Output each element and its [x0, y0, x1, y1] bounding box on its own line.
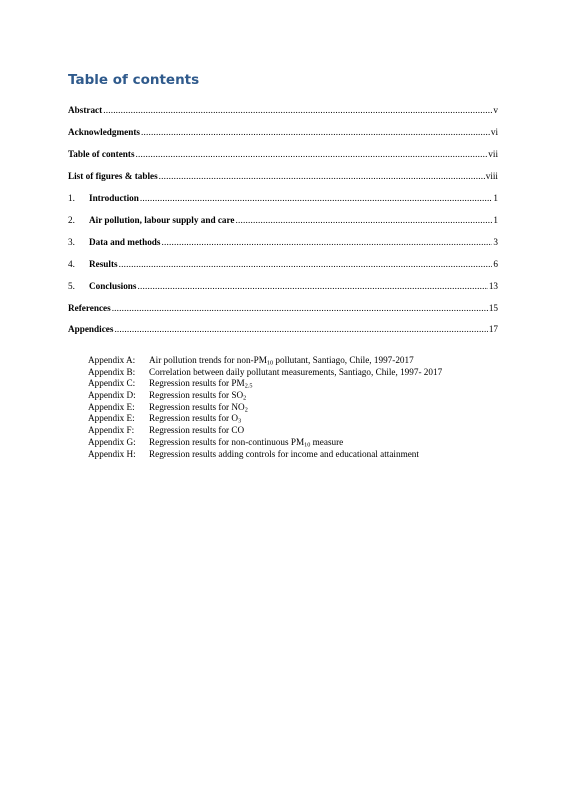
toc-entry-label: References — [68, 303, 111, 313]
dot-leader — [140, 192, 493, 204]
appendix-title: Air pollution trends for non-$PM_{10}$ pollutant, Santiago, Chile, 1997-2017 — [149, 355, 414, 367]
toc-entry-page: 1 — [493, 193, 498, 203]
toc-list — [68, 104, 498, 334]
appendix-title: Regression results adding controls for income and educational attainment — [149, 448, 419, 459]
toc-entry-acknowledgments[interactable] — [68, 126, 498, 138]
toc-entry-list-of-figures[interactable] — [68, 170, 498, 182]
toc-entry-appendices[interactable] — [68, 323, 498, 335]
dot-leader — [103, 104, 492, 116]
toc-entry-number: 5. — [68, 281, 75, 291]
toc-entry-data-and-methods[interactable] — [68, 236, 498, 248]
appendix-item-d[interactable] — [88, 390, 528, 402]
toc-entry-page: vi — [490, 127, 498, 137]
toc-entry-page: v — [493, 105, 498, 115]
appendix-title: Correlation between daily pollutant measurements, Santiago, Chile, 1997- 2017 — [149, 366, 443, 377]
toc-entry-abstract[interactable] — [68, 104, 498, 116]
appendix-item-b[interactable] — [88, 367, 528, 379]
toc-entry-page: 15 — [488, 303, 498, 313]
appendix-item-a[interactable] — [88, 355, 528, 367]
toc-entry-page: 6 — [493, 259, 498, 269]
toc-entry-label: Results — [89, 259, 118, 269]
appendix-id: Appendix G: — [88, 436, 136, 447]
toc-entry-page: 13 — [488, 281, 498, 291]
dot-leader — [141, 126, 490, 138]
dot-leader — [136, 148, 488, 160]
appendix-list — [88, 355, 528, 460]
toc-entry-table-of-contents[interactable] — [68, 148, 498, 160]
dot-leader — [236, 214, 493, 226]
toc-entry-label: Introduction — [89, 193, 139, 203]
toc-entry-page: 17 — [488, 324, 498, 334]
toc-entry-label: Table of contents — [68, 149, 135, 159]
toc-entry-number: 2. — [68, 215, 75, 225]
dot-leader — [119, 258, 493, 270]
toc-title: Table of contents — [68, 72, 200, 88]
appendix-item-h[interactable] — [88, 449, 528, 461]
toc-entry-conclusions[interactable] — [68, 280, 498, 292]
toc-entry-label: Appendices — [68, 324, 114, 334]
dot-leader — [138, 280, 488, 292]
toc-entry-results[interactable] — [68, 258, 498, 270]
appendix-id: Appendix C: — [88, 378, 136, 389]
appendix-id: Appendix B: — [88, 366, 136, 377]
toc-entry-references[interactable] — [68, 302, 498, 314]
toc-entry-number: 1. — [68, 193, 75, 203]
dot-leader — [114, 323, 487, 335]
toc-entry-number: 3. — [68, 237, 75, 247]
toc-entry-label: Air pollution, labour supply and care — [89, 215, 235, 225]
toc-entry-introduction[interactable] — [68, 192, 498, 204]
appendix-id: Appendix E: — [88, 401, 135, 412]
appendix-title: Regression results for $O_3$ — [149, 413, 242, 425]
appendix-title: Regression results for $SO_2$ — [149, 390, 247, 402]
appendix-title: Regression results for non-continuous $PM_{10}$ measure — [149, 436, 344, 449]
appendix-id: Appendix D: — [88, 390, 136, 401]
toc-entry-label: Acknowledgments — [68, 127, 140, 137]
appendix-item-e-no2[interactable] — [88, 402, 528, 414]
toc-entry-label: Abstract — [68, 105, 103, 115]
appendix-id: Appendix E: — [88, 413, 135, 424]
appendix-id: Appendix H: — [88, 448, 136, 459]
appendix-title: Regression results for CO — [149, 425, 245, 436]
toc-entry-page: viii — [485, 171, 498, 181]
toc-entry-label: List of figures & tables — [68, 171, 158, 181]
appendix-title: Regression results for $NO_2$ — [149, 401, 248, 414]
toc-entry-page: 1 — [493, 215, 498, 225]
dot-leader — [112, 302, 488, 314]
dot-leader — [161, 236, 492, 248]
toc-entry-air-pollution[interactable] — [68, 214, 498, 226]
appendix-item-f[interactable] — [88, 425, 528, 437]
toc-entry-page: vii — [488, 149, 498, 159]
toc-entry-label: Conclusions — [89, 281, 137, 291]
appendix-id: Appendix F: — [88, 425, 135, 436]
toc-entry-page: 3 — [493, 237, 498, 247]
dot-leader — [159, 170, 485, 182]
toc-entry-label: Data and methods — [89, 237, 161, 247]
appendix-id: Appendix A: — [88, 355, 136, 365]
appendix-title: Regression results for $PM_{2.5}$ — [149, 378, 253, 390]
appendix-item-e-o3[interactable] — [88, 413, 528, 425]
toc-entry-number: 4. — [68, 259, 75, 269]
appendix-item-c[interactable] — [88, 378, 528, 390]
appendix-item-g[interactable] — [88, 437, 528, 449]
